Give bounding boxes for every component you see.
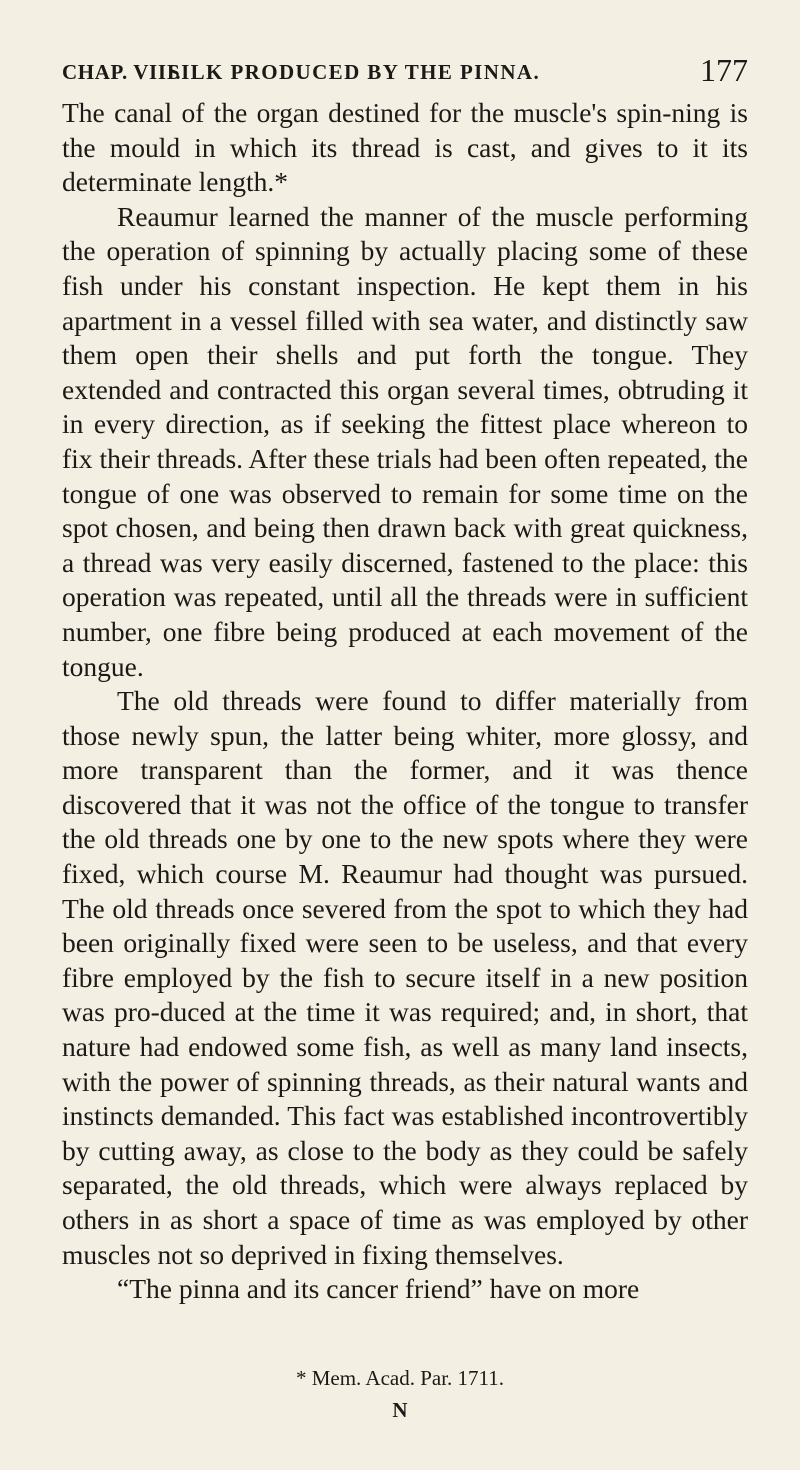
paragraph: “The pinna and its cancer friend” have on more bbox=[117, 1273, 640, 1305]
paragraph: The canal of the organ destined for the muscle's spin-ning is the mould in which its thread is cast, and gives to it its determinate length.* bbox=[62, 97, 748, 198]
signature-mark: N bbox=[392, 1398, 408, 1422]
paragraph: Reaumur learned the manner of the muscle performing the operation of spinning by actually placing some of these fish under his constant inspection. He kept them in his apartment in a vessel filled with sea water, and distinctly saw them open their shells and put forth the tongue. They extended and contracted this organ several times, obtruding it in every direction, as if seeking the fittest place whereon to fix their threads. After these trials had been often repeated, the tongue of one was observed to remain for some time on the spot chosen, and being then drawn back with great quickness, a thread was very easily discerned, fastened to the place: this operation was repeated, until all the threads were in sufficient number, one fibre being produced at each movement of the tongue. bbox=[62, 200, 748, 682]
footnote: * Mem. Acad. Par. 1711. bbox=[295, 1366, 505, 1390]
chapter-label: CHAP. VIII. bbox=[62, 60, 182, 84]
running-title: SILK PRODUCED BY THE PINNA. bbox=[168, 60, 541, 84]
running-head bbox=[62, 52, 748, 96]
paragraph: The old threads were found to differ materially from those newly spun, the latter being whiter, more glossy, and more transparent than the former, and it was thence discovered that it was not the office of the tongue to transfer the old threads one by one to the new spots where they were fixed, which course M. Reaumur had thought was pursued. The old threads once severed from the spot to which they had been originally fixed were seen to be useless, and that every fibre employed by the fish to secure itself in a new position was pro-duced at the time it was required; and, in short, that nature had endowed some fish, as well as many land insects, with the power of spinning threads, as their natural wants and instincts demanded. This fact was established incontrovertibly by cutting away, as close to the body as they could be safely separated, the old threads, which were always replaced by others in as short a space of time as was employed by other muscles not so deprived in fixing themselves. bbox=[62, 685, 748, 1270]
body-text bbox=[62, 96, 748, 1307]
page-number: 177 bbox=[700, 52, 748, 88]
